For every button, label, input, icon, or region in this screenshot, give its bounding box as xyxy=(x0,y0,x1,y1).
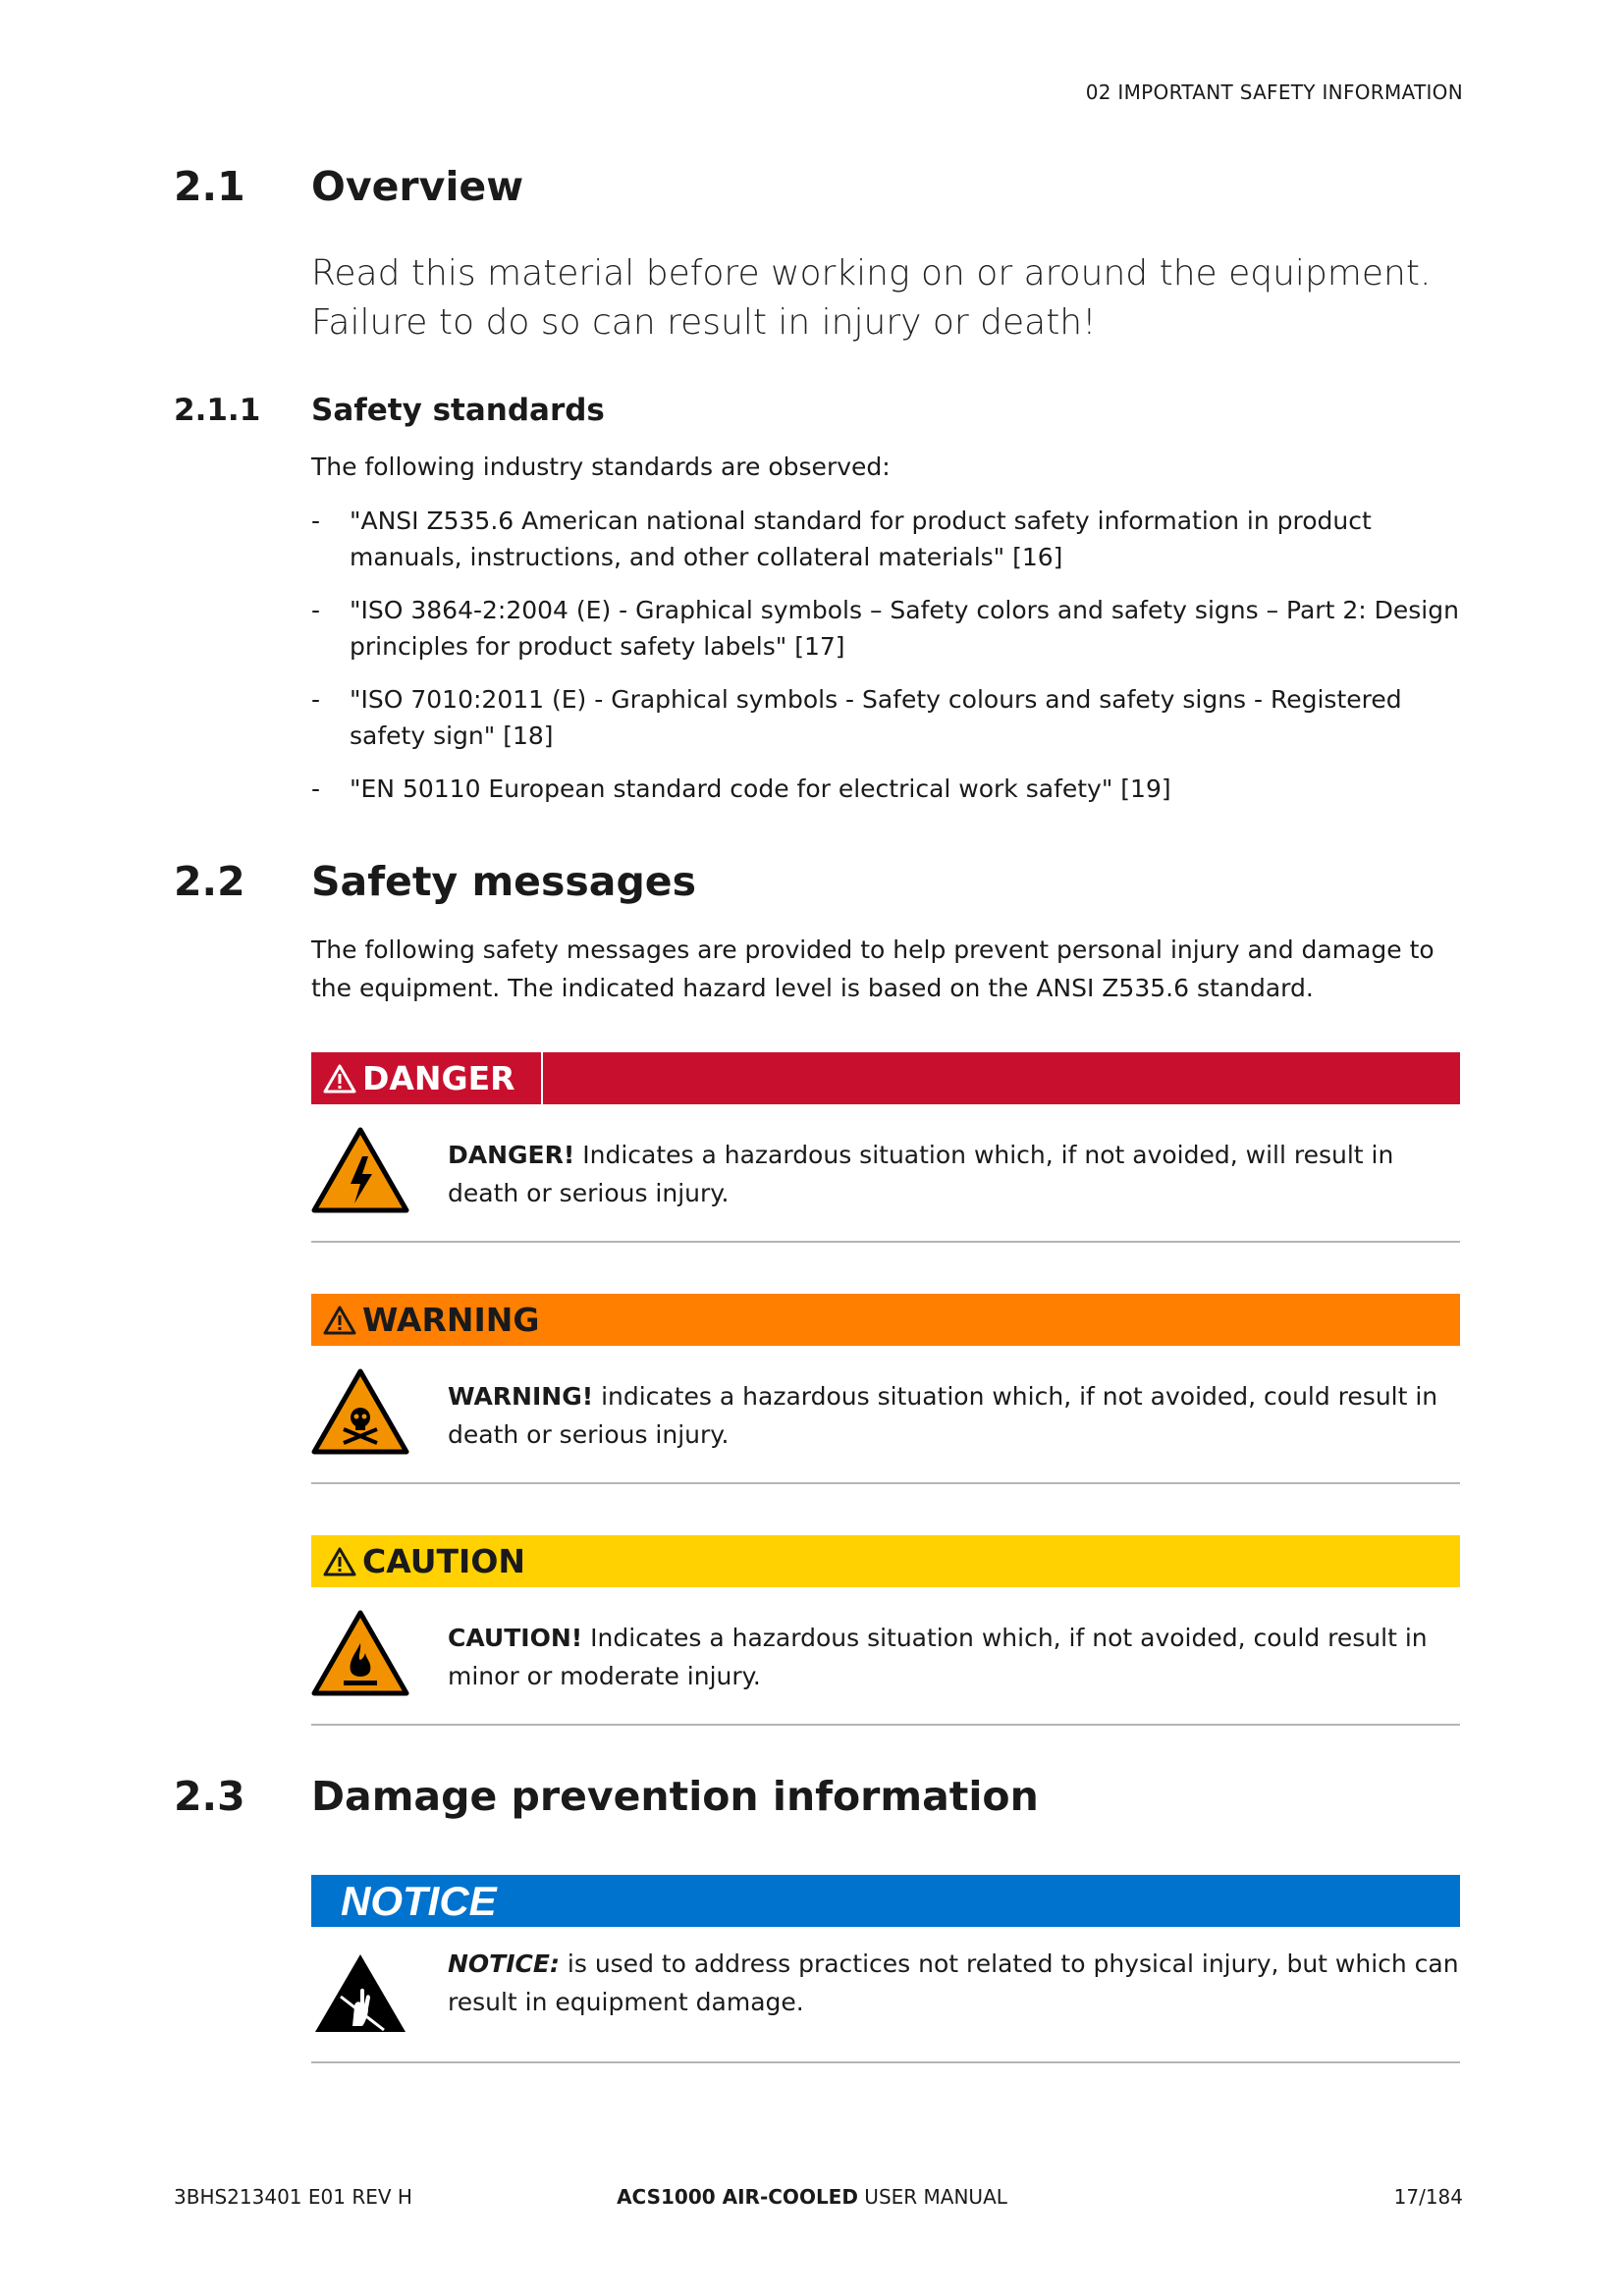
caution-message xyxy=(448,1619,1459,1695)
divider xyxy=(311,1482,1460,1484)
caution-header-bar xyxy=(311,1535,1460,1587)
safety-messages-intro: The following safety messages are provided to help prevent personal injury and damage to the equipment. The indicated hazard level is based on the ANSI Z535.6 standard. xyxy=(311,935,1435,1002)
notice-text: is used to address practices not related to physical injury, but which can result in equipment damage. xyxy=(448,1949,1459,2016)
list-dash: - xyxy=(311,685,321,714)
footer-page-number: 17/184 xyxy=(1393,2185,1463,2209)
warning-header-bar xyxy=(311,1294,1460,1346)
section-title-safety-standards: Safety standards xyxy=(311,393,605,428)
electrical-hazard-icon xyxy=(311,1127,409,1213)
divider xyxy=(311,1241,1460,1243)
alert-triangle-icon xyxy=(323,1306,356,1335)
warning-label: WARNING xyxy=(362,1301,540,1339)
warning-lead: WARNING! xyxy=(448,1382,594,1411)
alert-triangle-icon xyxy=(323,1064,356,1094)
list-item xyxy=(311,592,1460,665)
toxic-hazard-icon xyxy=(311,1368,409,1455)
notice-label: NOTICE xyxy=(341,1877,497,1924)
list-item-text: "ISO 3864-2:2004 (E) - Graphical symbols – Safety colors and safety signs – Part 2: Design principles for product safety labels" [17] xyxy=(350,596,1459,661)
caution-label-box xyxy=(311,1535,525,1587)
section-number-2-1-1: 2.1.1 xyxy=(174,393,261,428)
running-header: 02 IMPORTANT SAFETY INFORMATION xyxy=(1085,80,1463,104)
standards-intro: The following industry standards are observed: xyxy=(311,453,891,481)
list-item-text: "ANSI Z535.6 American national standard for product safety information in product manuals, instructions, and other collateral materials" [16] xyxy=(350,507,1372,571)
danger-message xyxy=(448,1136,1459,1212)
list-dash: - xyxy=(311,596,321,624)
list-item xyxy=(311,503,1460,575)
standards-list xyxy=(311,503,1460,824)
notice-message xyxy=(448,1945,1459,2021)
alert-triangle-icon xyxy=(323,1547,356,1576)
list-item-text: "ISO 7010:2011 (E) - Graphical symbols - Safety colours and safety signs - Registered safety sign" [18] xyxy=(350,685,1402,750)
notice-label-box xyxy=(311,1875,497,1927)
warning-label-box xyxy=(311,1294,539,1346)
notice-header-bar xyxy=(311,1875,1460,1927)
footer-product xyxy=(0,2185,1624,2209)
section-number-2-1: 2.1 xyxy=(174,163,245,210)
caution-label: CAUTION xyxy=(362,1542,525,1580)
warning-text: indicates a hazardous situation which, if not avoided, could result in death or serious injury. xyxy=(448,1382,1438,1449)
warning-message xyxy=(448,1377,1459,1454)
caution-text: Indicates a hazardous situation which, if not avoided, could result in minor or moderate injury. xyxy=(448,1624,1428,1690)
danger-label-box xyxy=(311,1052,543,1104)
danger-header-bar xyxy=(311,1052,1460,1104)
flammable-hazard-icon xyxy=(311,1610,409,1696)
list-item xyxy=(311,681,1460,754)
divider xyxy=(311,1724,1460,1726)
danger-label: DANGER xyxy=(362,1059,515,1097)
danger-text: Indicates a hazardous situation which, if not avoided, will result in death or serious injury. xyxy=(448,1141,1394,1207)
notice-lead: NOTICE: xyxy=(448,1949,560,1978)
list-item xyxy=(311,771,1460,807)
section-title-damage-prevention: Damage prevention information xyxy=(311,1773,1039,1820)
esd-sensitive-icon xyxy=(311,1951,409,2036)
section-title-overview: Overview xyxy=(311,163,524,210)
section-number-2-2: 2.2 xyxy=(174,858,245,905)
section-title-safety-messages: Safety messages xyxy=(311,858,697,905)
list-dash: - xyxy=(311,507,321,535)
divider xyxy=(311,2061,1460,2063)
footer-doc-number: 3BHS213401 E01 REV H xyxy=(174,2185,412,2209)
section-number-2-3: 2.3 xyxy=(174,1773,245,1820)
footer-product-rest: USER MANUAL xyxy=(857,2185,1007,2209)
danger-lead: DANGER! xyxy=(448,1141,575,1169)
list-item-text: "EN 50110 European standard code for electrical work safety" [19] xyxy=(350,774,1171,803)
overview-lead-text: Read this material before working on or around the equipment. Failure to do so can result in injury or death! xyxy=(311,253,1432,343)
caution-lead: CAUTION! xyxy=(448,1624,583,1652)
list-dash: - xyxy=(311,774,321,803)
footer-product-bold: ACS1000 AIR-COOLED xyxy=(617,2185,858,2209)
